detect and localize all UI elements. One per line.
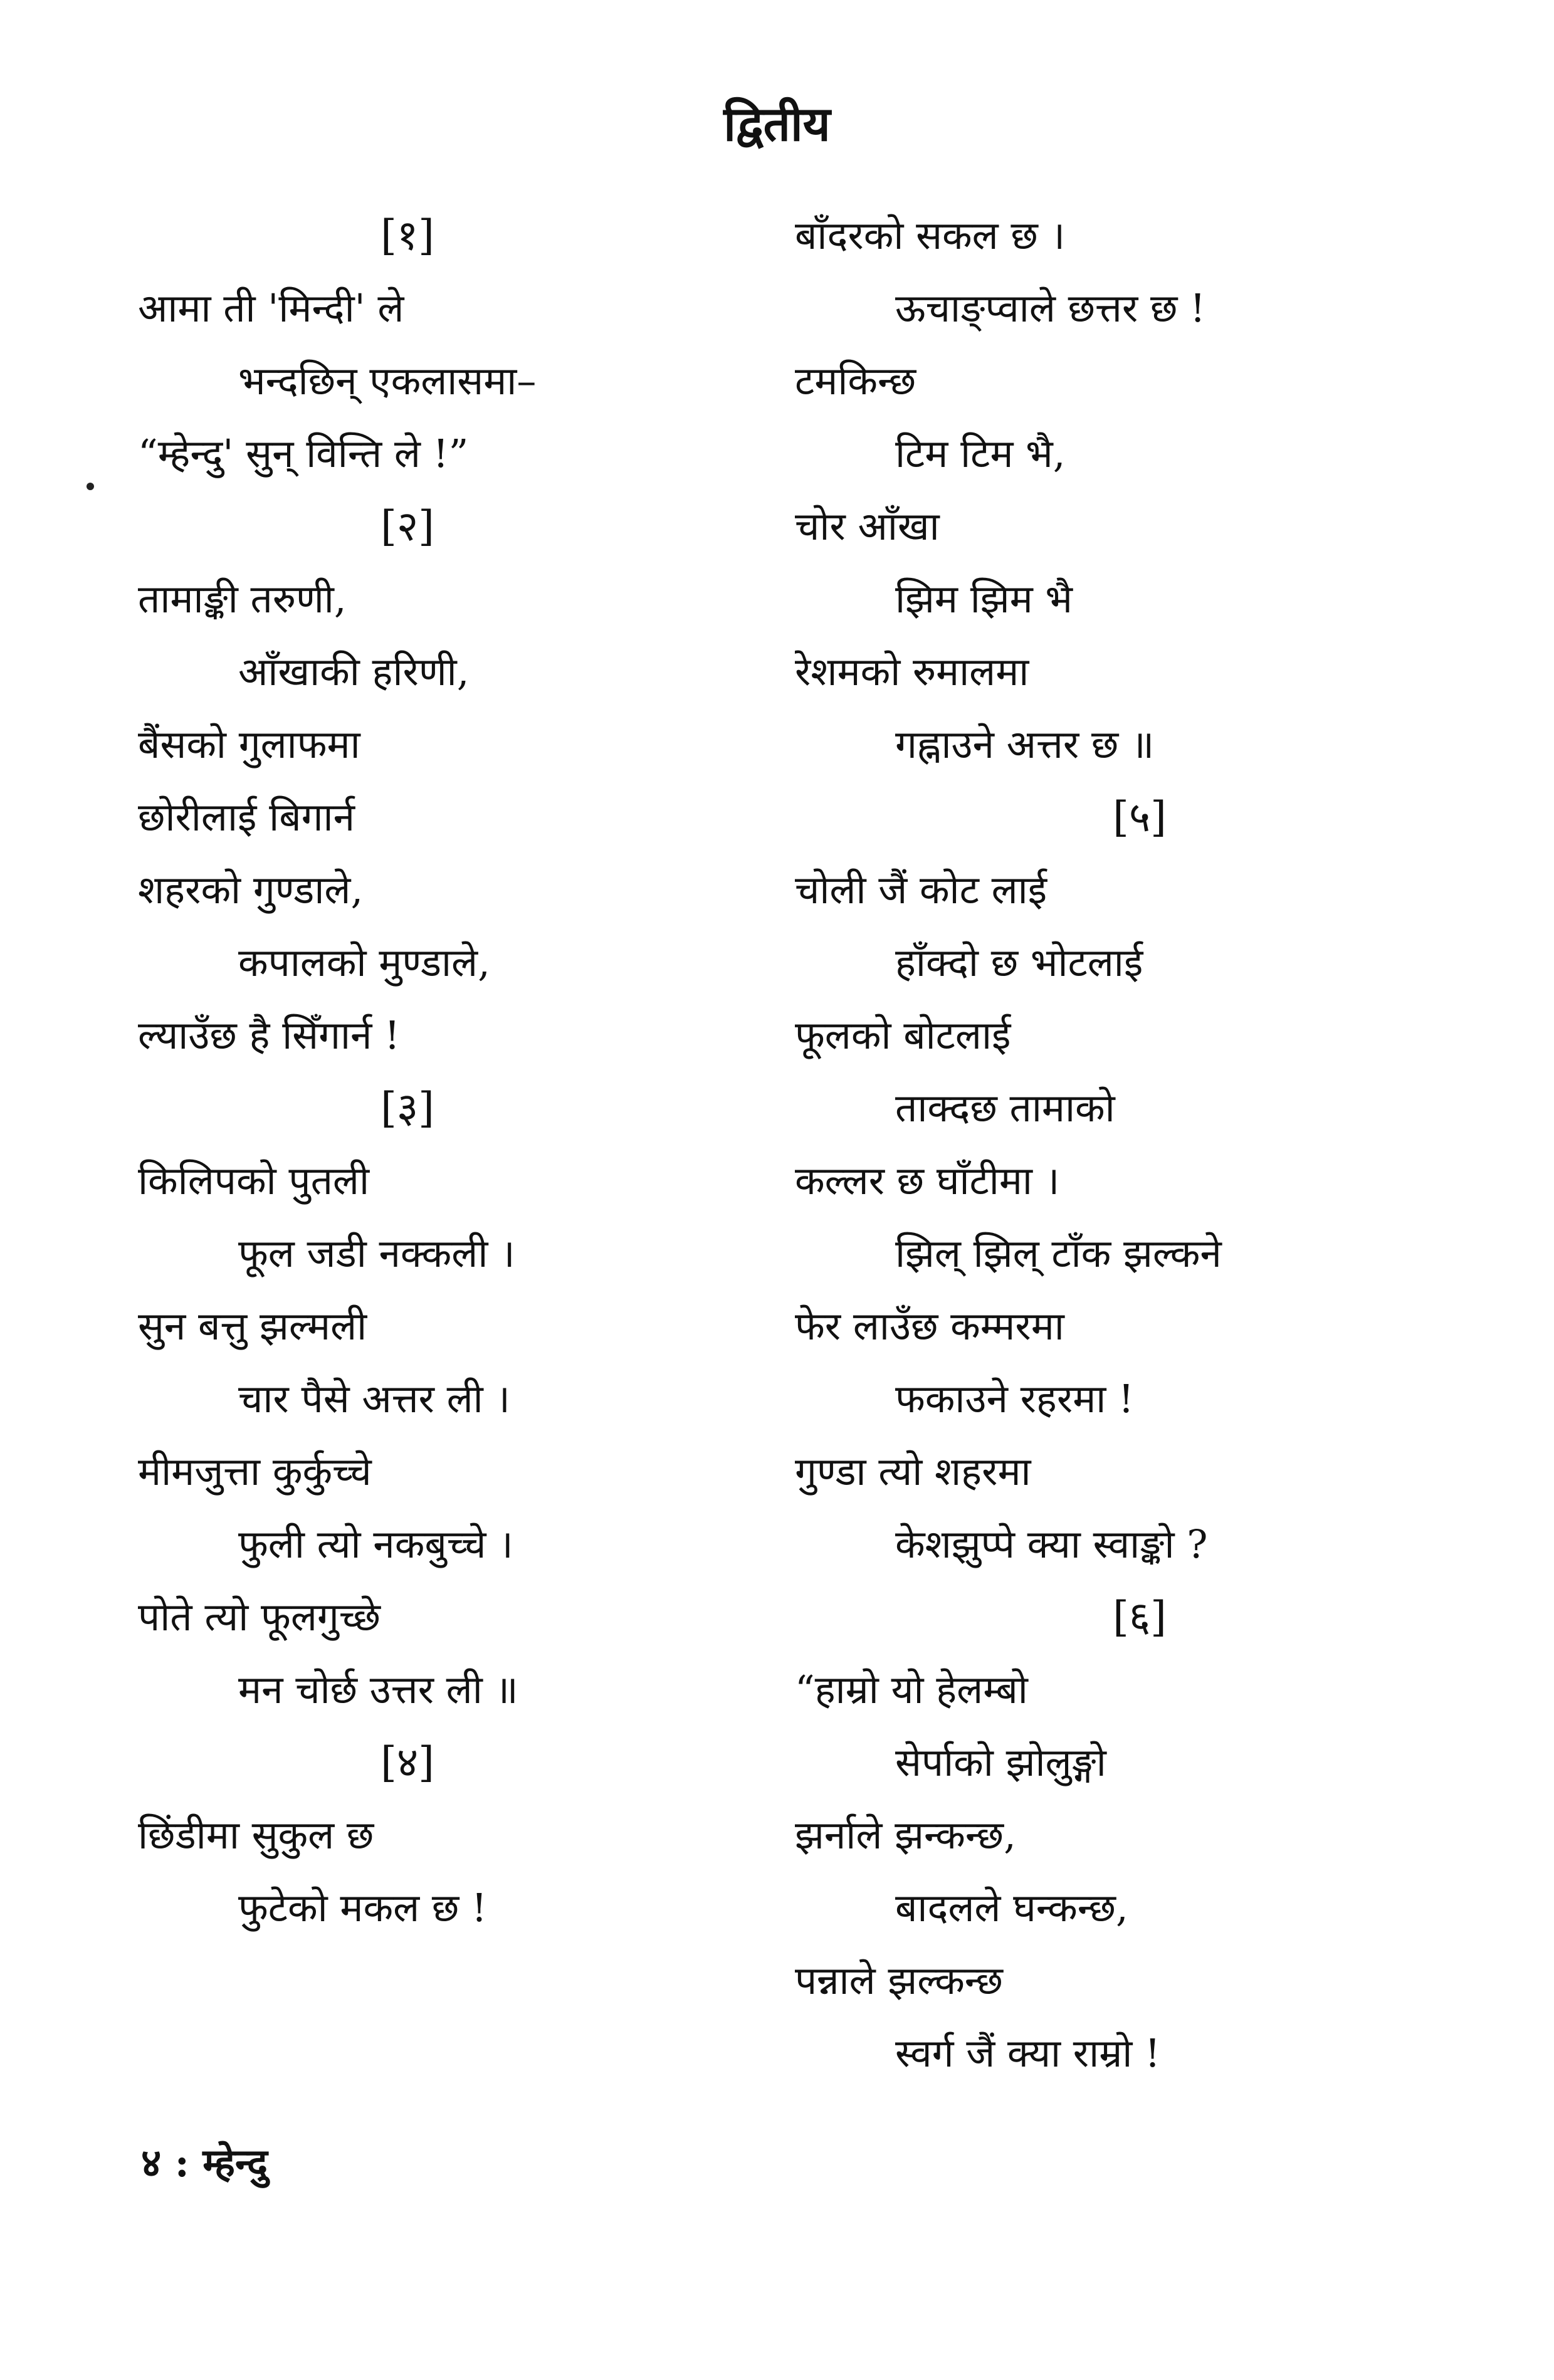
poem-line: झर्नाले झन्कन्छ,	[795, 1812, 1016, 1858]
poem-line: भन्दछिन् एकलासमा–	[238, 358, 537, 404]
poem-line: फेर लाउँछ कम्मरमा	[795, 1303, 1064, 1349]
poem-line: सेर्पाको झोलुङ्गो	[895, 1739, 1106, 1785]
left-poem-column	[138, 199, 752, 1944]
stanza-number: [२]	[381, 502, 434, 550]
poem-line: चार पैसे अत्तर ली ।	[238, 1376, 510, 1422]
poem-line: स्वर्ग जैं क्या राम्रो !	[895, 2030, 1160, 2076]
poem-line: गुण्डा त्यो शहरमा	[795, 1449, 1031, 1494]
poem-line: छोरीलाई बिगार्न	[138, 794, 355, 840]
stanza-number: [४]	[381, 1738, 434, 1786]
poem-line: आमा ती 'मिन्दी' ले	[138, 285, 404, 331]
poem-line: ताक्दछ तामाको	[895, 1085, 1115, 1131]
poem-line: शहरको गुण्डाले,	[138, 867, 364, 913]
poem-line: तामाङ्की तरुणी,	[138, 576, 347, 622]
poem-line: ल्याउँछ है सिँगार्न !	[138, 1012, 401, 1058]
poem-line: फूल जडी नक्कली ।	[238, 1230, 515, 1276]
poem-line: कल्लर छ घाँटीमा ।	[795, 1158, 1060, 1203]
poem-line: टमकिन्छ	[795, 358, 916, 404]
stanza-number: [५]	[1113, 793, 1167, 841]
poem-line: चोर आँखा	[795, 503, 940, 549]
poem-line: फुटेको मकल छ !	[238, 1885, 487, 1931]
poem-line: सुन बत्तु झल्मली	[138, 1303, 367, 1349]
poem-line: पन्नाले झल्कन्छ	[795, 1958, 1004, 2003]
poem-line: किलिपको पुतली	[138, 1158, 370, 1203]
poem-line: मन चोर्छ उत्तर ली ॥	[238, 1667, 518, 1712]
poem-line: “म्हेन्दु' सुन् विन्ति ले !”	[138, 431, 469, 476]
page-footer: ४ : म्हेन्दु	[141, 2140, 268, 2186]
poem-line: हाँक्दो छ भोटलाई	[895, 940, 1143, 985]
poem-line: फुली त्यो नकबुच्चे ।	[238, 1521, 513, 1567]
page-title: द्वितीय	[723, 96, 831, 152]
poem-line: गह्नाउने अत्तर छ ॥	[895, 721, 1155, 767]
stray-dot-mark	[87, 483, 94, 490]
stanza-number: [१]	[381, 211, 434, 259]
poem-line: रेशमको रुमालमा	[795, 649, 1029, 695]
poem-line: केशझुप्पे क्या स्वाङ्को ?	[895, 1521, 1208, 1567]
poem-line: झिल् झिल् टाँक झल्कने	[895, 1230, 1222, 1276]
stanza-number: [६]	[1113, 1593, 1167, 1641]
poem-line: झिम झिम भै	[895, 576, 1073, 622]
poem-line: फूलको बोटलाई	[795, 1012, 1011, 1058]
poem-line: मीमजुत्ता कुर्कुच्चे	[138, 1449, 372, 1494]
poem-line: छिंडीमा सुकुल छ	[138, 1812, 374, 1858]
poem-line: ऊचाङ्प्वाले छत्तर छ !	[895, 285, 1206, 331]
poem-line: बैंसको गुलाफमा	[138, 721, 360, 767]
poem-line: चोली जैं कोट लाई	[795, 867, 1047, 913]
poem-line: फकाउने रहरमा !	[895, 1376, 1134, 1422]
poem-line: कपालको मुण्डाले,	[238, 940, 490, 985]
right-poem-column	[795, 199, 1422, 2090]
poem-line: आँखाकी हरिणी,	[238, 649, 470, 695]
poem-line: बाँदरको सकल छ ।	[795, 212, 1066, 258]
stanza-number: [३]	[381, 1084, 434, 1132]
poem-line: टिम टिम भै,	[895, 431, 1066, 476]
poem-line: पोते त्यो फूलगुच्छे	[138, 1594, 381, 1640]
poem-line: बादलले घन्कन्छ,	[895, 1885, 1128, 1931]
poem-line: “हाम्रो यो हेलम्बो	[795, 1667, 1028, 1712]
